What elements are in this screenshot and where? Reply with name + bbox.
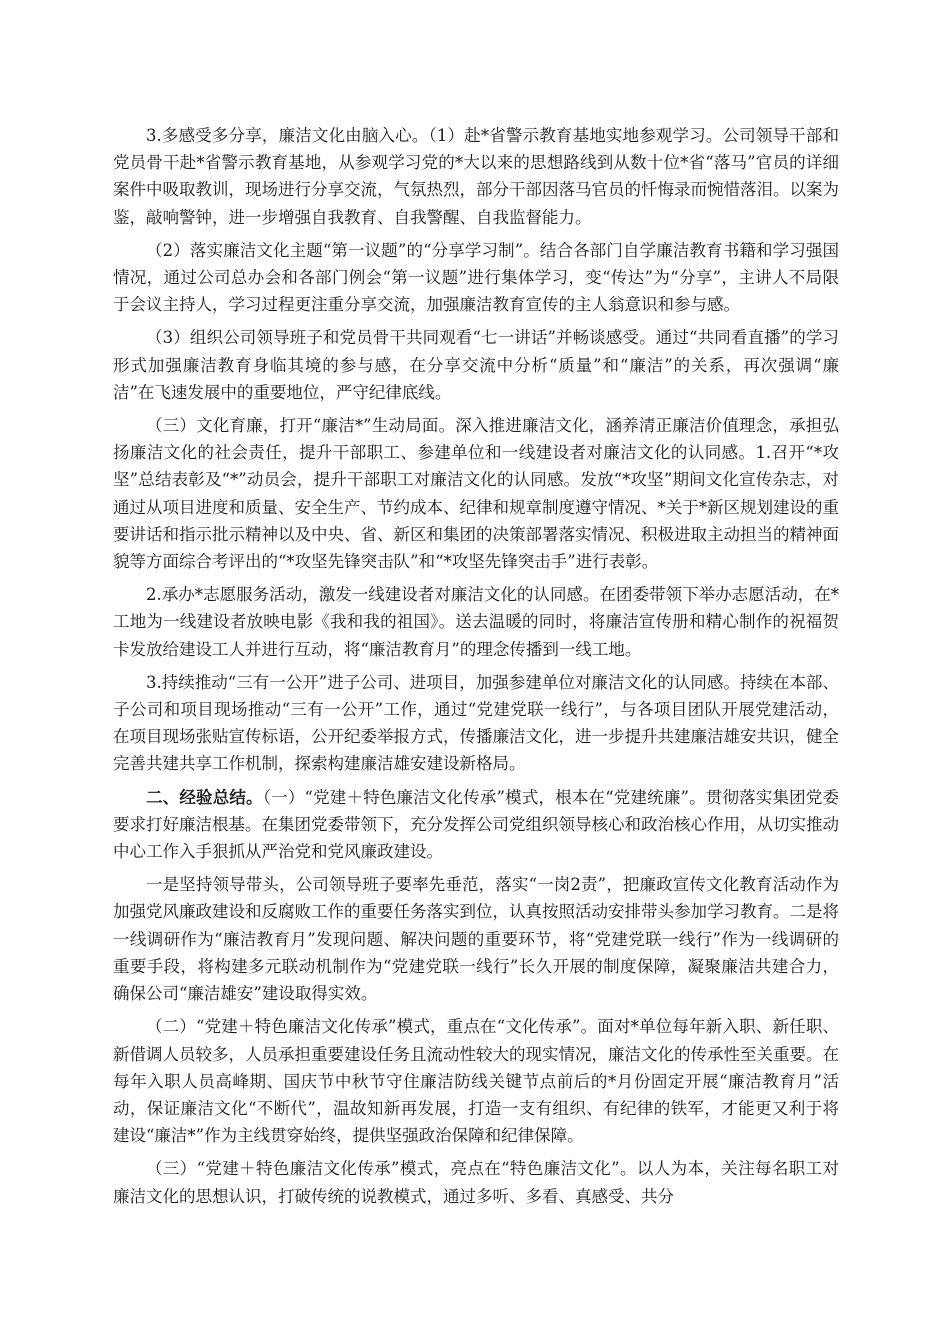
- paragraph-text: 一是坚持领导带头，公司领导班子要率先垂范，落实“一岗2责”，把廉政宣传文化教育活动作为加强党风廉政建设和反腐败工作的重要任务落实到位，认真按照活动安排带头参加学习教育。二是将一线调研作为“廉洁教育月”发现问题、解决问题的重要环节，将“党建党联一线行”作为一线调研的重要手段，将构建多元联动机制作为“党建党联一线行”长久开展的制度保障，凝聚廉洁共建合力，确保公司“廉洁雄安”建设取得实效。: [113, 875, 839, 1004]
- paragraph-text: （一）“党建＋特色廉洁文化传承”模式，根本在“党建统廉”。贯彻落实集团党委要求打好廉洁根基。在集团党委带领下，充分发挥公司党组织领导核心和政治核心作用，从切实推动中心工作入手狠抓从严治党和党风廉政建设。: [113, 787, 840, 862]
- document-body: [113, 122, 839, 1216]
- paragraph-1: [113, 122, 839, 231]
- paragraph-6: [113, 669, 839, 778]
- paragraph-8: [113, 871, 839, 1007]
- paragraph-text: （三）文化育廉，打开“廉洁*”生动局面。深入推进廉洁文化，涵养清正廉洁价值理念，承担弘扬廉洁文化的社会责任，提升干部职工、参建单位和一线建设者对廉洁文化的认同感。1.召开“*攻坚”总结表彰及“*”动员会，提升干部职工对廉洁文化的认同感。发放“*攻坚”期间文化宣传杂志，对通过从项目进度和质量、安全生产、节约成本、纪律和规章制度遵守情况、*关于*新区规划建设的重要讲话和指示批示精神以及中央、省、新区和集团的决策部署落实情况、积极进取主动担当的精神面貌等方面综合考评出的“*攻坚先锋突击队”和“*攻坚先锋突击手”进行表彰。: [113, 416, 839, 572]
- paragraph-text: （三）“党建＋特色廉洁文化传承”模式，亮点在“特色廉洁文化”。以人为本，关注每名职工对廉洁文化的思想认识，打破传统的说教模式，通过多听、多看、真感受、共分: [113, 1159, 839, 1206]
- paragraph-4: [113, 412, 839, 575]
- paragraph-text: 3.多感受多分享，廉洁文化由脑入心。（1）赴*省警示教育基地实地参观学习。公司领导干部和党员骨干赴*省警示教育基地，从参观学习党的*大以来的思想路线到从数十位*省“落马”官员的详细案件中吸取教训，现场进行分享交流，气氛热烈，部分干部因落马官员的忏悔录而惋惜落泪。以案为鉴，敲响警钟，进一步增强自我教育、自我警醒、自我监督能力。: [113, 126, 839, 227]
- paragraph-text: （二）“党建＋特色廉洁文化传承”模式，重点在“文化传承”。面对*单位每年新入职、新任职、新借调人员较多，人员承担重要建设任务且流动性较大的现实情况，廉洁文化的传承性至关重要。在每年入职人员高峰期、国庆节中秋节守住廉洁防线关键节点前后的*月份固定开展“廉洁教育月”活动，保证廉洁文化“不断代”，温故知新再发展，打造一支有组织、有纪律的铁军，才能更又利于将建设“廉洁*”作为主线贯穿始终，提供坚强政治保障和纪律保障。: [113, 1017, 839, 1146]
- paragraph-text: 3.持续推动“三有一公开”进子公司、进项目，加强参建单位对廉洁文化的认同感。持续在本部、子公司和项目现场推动“三有一公开”工作，通过“党建党联一线行”，与各项目团队开展党建活动，在项目现场张贴宣传标语，公开纪委举报方式，传播廉洁文化，进一步提升共建廉洁雄安共识，健全完善共建共享工作机制，探索构建廉洁雄安建设新格局。: [113, 672, 839, 774]
- paragraph-9: [113, 1013, 839, 1149]
- paragraph-5: [113, 581, 839, 663]
- paragraph-3: [113, 324, 839, 406]
- paragraph-10: [113, 1155, 839, 1209]
- paragraph-text: 2.承办*志愿服务活动，激发一线建设者对廉洁文化的认同感。在团委带领下举办志愿活动，在*工地为一线建设者放映电影《我和我的祖国》。送去温暖的同时，将廉洁宣传册和精心制作的祝福贺卡发放给建设工人并进行互动，将“廉洁教育月”的理念传播到一线工地。: [113, 585, 839, 659]
- paragraph-7-section-heading: [113, 784, 839, 866]
- paragraph-2: [113, 237, 839, 319]
- paragraph-text: （2）落实廉洁文化主题“第一议题”的“分享学习制”。结合各部门自学廉洁教育书籍和学习强国情况，通过公司总办会和各部门例会“第一议题”进行集体学习，变“传达”为“分享”，主讲人不局限于会议主持人，学习过程更注重分享交流，加强廉洁教育宣传的主人翁意识和参与感。: [113, 240, 839, 315]
- paragraph-text: （3）组织公司领导班子和党员骨干共同观看“七一讲话”并畅谈感受。通过“共同看直播”的学习形式加强廉洁教育身临其境的参与感，在分享交流中分析“质量”和“廉洁”的关系，再次强调“廉洁”在飞速发展中的重要地位，严守纪律底线。: [113, 328, 839, 402]
- section-heading: 二、经验总结。: [146, 787, 263, 807]
